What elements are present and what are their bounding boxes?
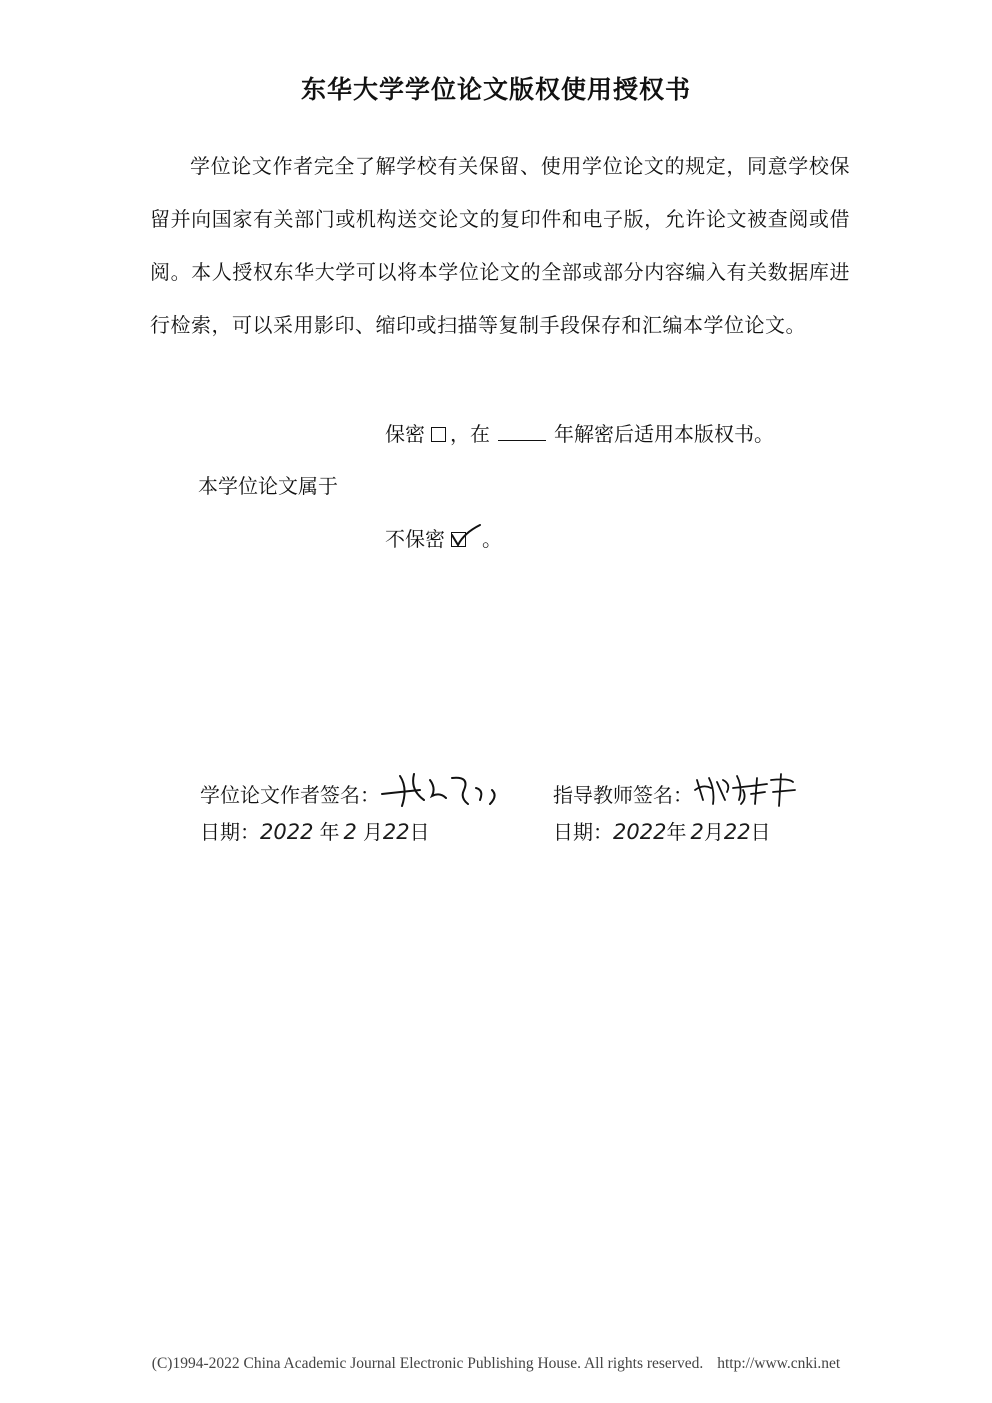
advisor-signature-label: 指导教师签名： — [553, 783, 693, 807]
advisor-handwritten-signature — [693, 770, 803, 810]
checkmark-icon — [450, 523, 484, 549]
nonsecret-option-label: 不保密 — [385, 527, 445, 551]
author-date-line — [200, 816, 430, 845]
cnki-footer — [0, 1355, 992, 1373]
secret-option-line — [385, 418, 774, 447]
nonsecret-option-line — [385, 523, 502, 552]
advisor-day-char: 日 — [750, 820, 771, 844]
cnki-url-link[interactable]: http://www.cnki.net — [717, 1355, 841, 1372]
copyright-notice: (C)1994-2022 China Academic Journal Electronic Publishing House. All rights reserved. — [151, 1355, 704, 1372]
advisor-date-year: 2022 — [613, 820, 667, 844]
author-date-year: 2022 — [260, 820, 314, 844]
author-date-month: 2 — [343, 820, 357, 844]
author-date-label: 日期： — [200, 820, 260, 844]
year-blank-line — [498, 422, 546, 441]
nonsecret-option-after-box: 。 — [482, 527, 502, 551]
author-month-char: 月 — [362, 820, 383, 844]
author-signature-label: 学位论文作者签名： — [200, 783, 380, 807]
document-title: 东华大学学位论文版权使用授权书 — [300, 75, 691, 104]
advisor-date-month: 2 — [690, 820, 704, 844]
author-handwritten-signature — [380, 770, 510, 810]
secret-option-after-box: ，在 — [450, 422, 490, 446]
secret-option-label: 保密 — [385, 422, 425, 446]
authorization-paragraph: 学位论文作者完全了解学校有关保留、使用学位论文的规定，同意学校保留并向国家有关部门或机构送交论文的复印件和电子版，允许论文被查阅或借阅。本人授权东华大学可以将本学位论文的全部或部分内容编入有关数据库进行检索，可以采用影印、缩印或扫描等复制手段保存和汇编本学位论文。 — [150, 154, 850, 337]
advisor-year-char: 年 — [666, 820, 687, 844]
secret-checkbox — [431, 427, 446, 442]
author-year-char: 年 — [319, 820, 340, 844]
advisor-date-label: 日期： — [553, 820, 613, 844]
belongs-to-label: 本学位论文属于 — [198, 474, 338, 498]
author-day-char: 日 — [409, 820, 430, 844]
author-date-day: 22 — [382, 820, 410, 844]
advisor-month-char: 月 — [703, 820, 724, 844]
advisor-signature-line — [553, 770, 803, 810]
nonsecret-checkbox — [451, 532, 466, 547]
advisor-date-day: 22 — [723, 820, 751, 844]
advisor-date-line — [553, 816, 771, 845]
author-signature-line — [200, 770, 510, 810]
secret-option-after-blank: 年解密后适用本版权书。 — [554, 422, 774, 446]
